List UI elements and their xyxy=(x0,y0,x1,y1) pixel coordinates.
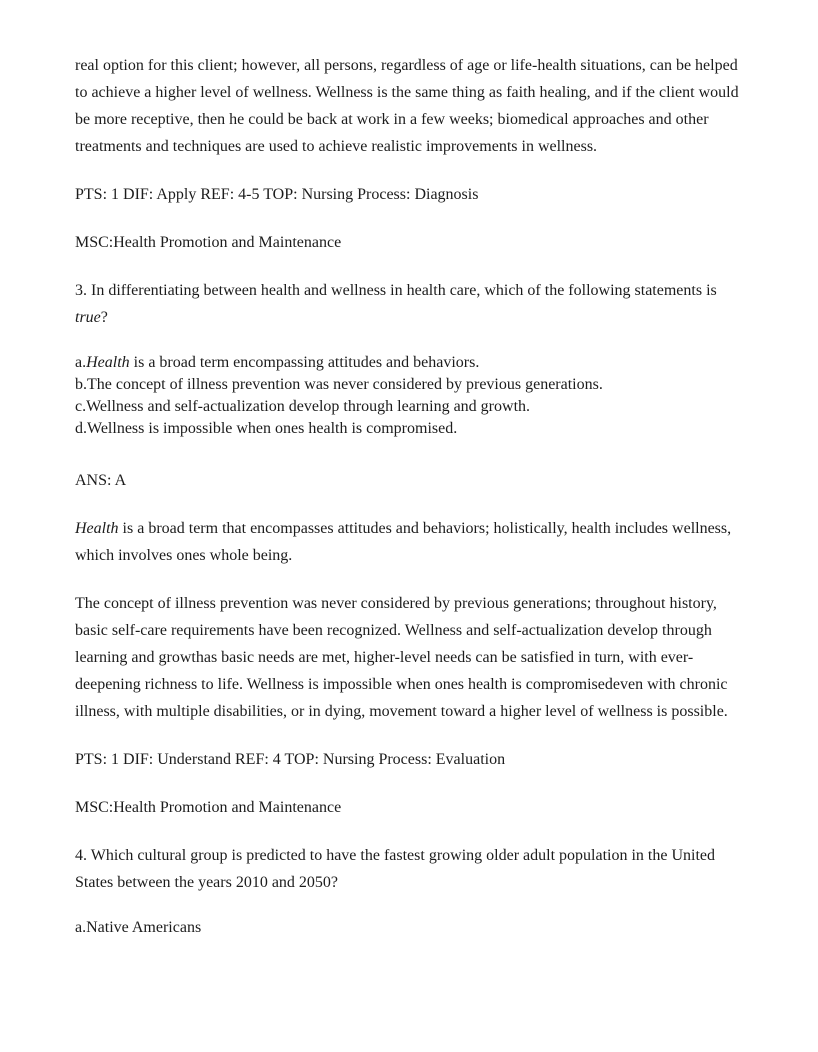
explanation-paragraph-2 xyxy=(75,590,748,725)
explanation-paragraph-1 xyxy=(75,515,748,569)
rationale-paragraph-1-text: real option for this client; however, all persons, regardless of age or life-health situations, can be helped to achieve a higher level of wellness. Wellness is the same thing as faith healing, and if the client would be more receptive, then he could be back at work in a few weeks; biomedical approaches and other treatments and techniques are used to achieve realistic improvements in wellness. xyxy=(75,57,739,155)
option-a-italic: Health xyxy=(86,354,130,371)
option-d xyxy=(75,418,748,440)
msc-line-2 xyxy=(75,794,748,821)
msc-line-1-text: MSC:Health Promotion and Maintenance xyxy=(75,234,342,251)
explanation-1-italic: Health xyxy=(75,520,119,537)
explanation-2-text: The concept of illness prevention was never considered by previous generations; throughout history, basic self-care requirements have been recognized. Wellness and self-actualization develop through learning and growthas basic needs are met, higher-level needs can be satisfied in turn, with ever-deepening richness to life. Wellness is impossible when ones health is compromisedeven with chronic illness, with multiple disabilities, or in dying, movement toward a higher level of wellness is possible. xyxy=(75,595,728,720)
answer-options xyxy=(75,352,748,440)
question-3-text: 3. In differentiating between health and wellness in health care, which of the following statements is xyxy=(75,282,717,299)
answer-line-text: ANS: A xyxy=(75,472,127,489)
answer-line xyxy=(75,467,748,494)
option-a-rest: is a broad term encompassing attitudes and behaviors. xyxy=(129,354,480,371)
option-a-prefix: a. xyxy=(75,354,87,371)
msc-line-1 xyxy=(75,229,748,256)
msc-line-2-text: MSC:Health Promotion and Maintenance xyxy=(75,799,342,816)
question-4-option-a-text: a.Native Americans xyxy=(75,919,202,936)
question-4 xyxy=(75,842,748,896)
question-3-punct: ? xyxy=(100,309,108,326)
question-4-option-a xyxy=(75,917,748,939)
question-3 xyxy=(75,277,748,331)
pts-line-2 xyxy=(75,746,748,773)
pts-line-1-text: PTS: 1 DIF: Apply REF: 4-5 TOP: Nursing Process: Diagnosis xyxy=(75,186,479,203)
pts-line-2-text: PTS: 1 DIF: Understand REF: 4 TOP: Nursing Process: Evaluation xyxy=(75,751,506,768)
option-c-text: c.Wellness and self-actualization develop through learning and growth. xyxy=(75,398,531,415)
option-c xyxy=(75,396,748,418)
option-d-text: d.Wellness is impossible when ones health is compromised. xyxy=(75,420,458,437)
question-3-italic: true xyxy=(75,309,101,326)
rationale-paragraph-1 xyxy=(75,52,748,160)
option-b-text: b.The concept of illness prevention was never considered by previous generations. xyxy=(75,376,603,393)
pts-line-1 xyxy=(75,181,748,208)
explanation-1-text: is a broad term that encompasses attitudes and behaviors; holistically, health includes wellness, which involves ones whole being. xyxy=(75,520,732,564)
question-4-text: 4. Which cultural group is predicted to have the fastest growing older adult population in the United States between the years 2010 and 2050? xyxy=(75,847,715,891)
option-a xyxy=(75,352,748,374)
option-b xyxy=(75,374,748,396)
